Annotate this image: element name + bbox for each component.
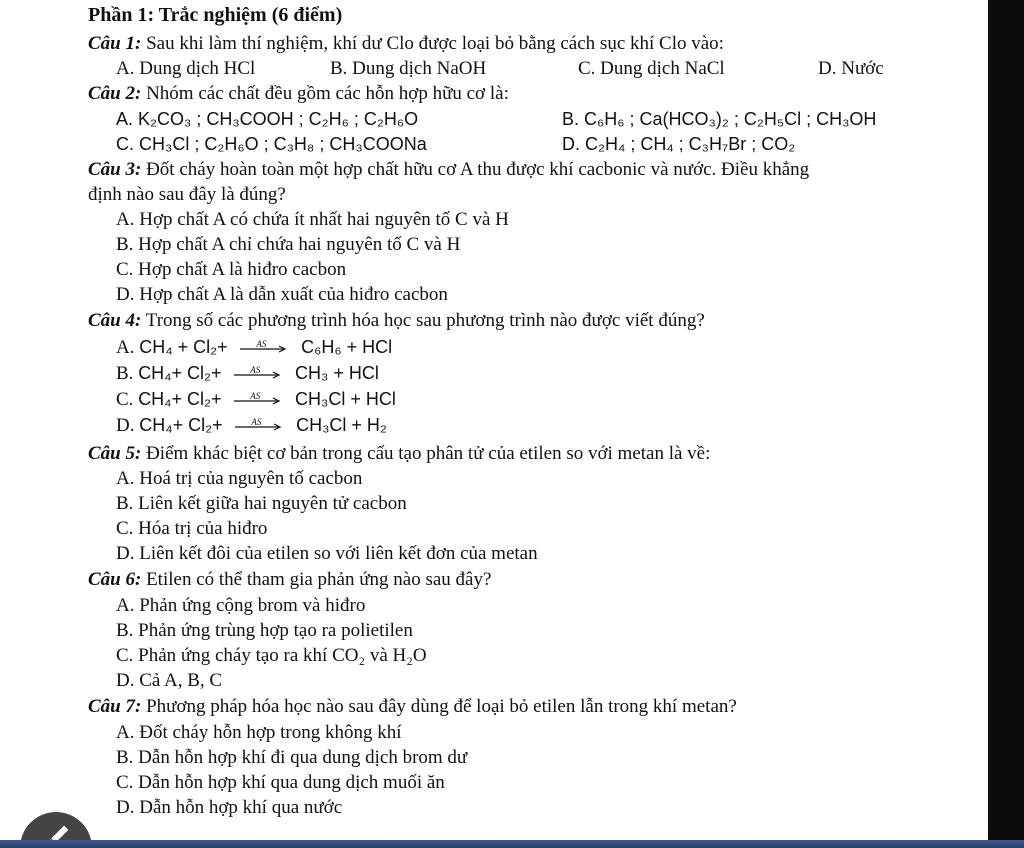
equation-products: CH₃ + HCl [295, 363, 379, 383]
option-4b[interactable] [116, 362, 379, 385]
option-4d[interactable] [116, 414, 387, 437]
option-4c[interactable] [116, 388, 396, 411]
reaction-arrow [240, 338, 288, 356]
option-7b[interactable]: B. Dẫn hỗn hợp khí đi qua dung dịch brom dư [116, 747, 468, 768]
question-label: Câu 7: [88, 696, 142, 717]
reaction-arrow [234, 390, 282, 408]
option-2d[interactable] [562, 133, 795, 156]
question-7 [88, 696, 737, 718]
question-label: Câu 3: [88, 159, 142, 180]
question-2 [88, 83, 509, 105]
equation-products: CH₃Cl + H₂ [296, 415, 387, 435]
option-text: A. K₂CO₃ ; CH₃COOH ; C₂H₆ ; C₂H₆O [116, 109, 419, 129]
option-text: B. C₆H₆ ; Ca(HCO₃)₂ ; C₂H₅Cl ; CH₃OH [562, 109, 877, 129]
question-label: Câu 4: [88, 310, 142, 331]
question-label: Câu 1: [88, 33, 142, 54]
bottom-bar [0, 840, 1024, 848]
option-1a[interactable]: A. Dung dịch HCl [116, 58, 256, 79]
arrow-condition: AS [250, 390, 261, 401]
question-6 [88, 569, 491, 591]
option-7c[interactable]: C. Dẫn hỗn hợp khí qua dung dịch muối ăn [116, 772, 445, 793]
arrow-icon [235, 423, 283, 431]
option-text: D. C₂H₄ ; CH₄ ; C₃H₇Br ; CO₂ [562, 134, 796, 154]
option-3c[interactable]: C. Hợp chất A là hiđro cacbon [116, 259, 347, 280]
right-frame [988, 0, 1024, 848]
pencil-icon [42, 822, 72, 842]
arrow-condition: AS [256, 338, 267, 349]
option-letter: D. [116, 415, 135, 436]
option-letter: A. [116, 337, 135, 358]
equation-reactants: CH₄+ Cl₂+ [138, 389, 222, 409]
equation-reactants: CH₄+ Cl₂+ [139, 415, 223, 435]
option-5c[interactable]: C. Hóa trị của hiđro [116, 518, 268, 539]
reaction-arrow [235, 416, 283, 434]
option-text: C. CH₃Cl ; C₂H₆O ; C₃H₈ ; CH₃COONa [116, 134, 427, 154]
equation-reactants: CH₄+ Cl₂+ [138, 363, 222, 383]
question-text: Trong số các phương trình hóa học sau phương trình nào được viết đúng? [145, 310, 705, 331]
option-letter: C. [116, 389, 134, 410]
equation-products: C₆H₆ + HCl [301, 337, 393, 357]
question-text-line1: Đốt cháy hoàn toàn một hợp chất hữu cơ A thu được khí cacbonic và nước. Điều khẳng [146, 159, 810, 180]
option-3a[interactable]: A. Hợp chất A có chứa ít nhất hai nguyên tố C và H [116, 209, 509, 230]
edit-button[interactable] [20, 812, 92, 842]
question-label: Câu 6: [88, 569, 142, 590]
arrow-condition: AS [251, 416, 262, 427]
option-7a[interactable]: A. Đốt cháy hỗn hợp trong không khí [116, 722, 402, 743]
option-5d[interactable]: D. Liên kết đôi của etilen so với liên kết đơn của metan [116, 543, 538, 564]
section-heading: Phần 1: Trắc nghiệm (6 điểm) [88, 4, 343, 26]
question-5 [88, 443, 710, 465]
option-letter: B. [116, 363, 134, 384]
option-1d[interactable]: D. Nước [818, 58, 884, 79]
question-3-cont: định nào sau đây là đúng? [88, 184, 286, 205]
question-3 [88, 159, 809, 181]
option-6c[interactable]: C. Phản ứng cháy tạo ra khí CO₂ và H₂O [116, 645, 427, 666]
question-label: Câu 2: [88, 83, 142, 104]
option-3b[interactable]: B. Hợp chất A chỉ chứa hai nguyên tố C và H [116, 234, 461, 255]
equation-reactants: CH₄ + Cl₂+ [139, 337, 228, 357]
arrow-icon [240, 345, 288, 353]
arrow-icon [234, 397, 282, 405]
option-5b[interactable]: B. Liên kết giữa hai nguyên tử cacbon [116, 493, 407, 514]
question-label: Câu 5: [88, 443, 142, 464]
arrow-icon [234, 371, 282, 379]
option-1c[interactable]: C. Dung dịch NaCl [578, 58, 725, 79]
question-4 [88, 310, 705, 332]
option-3d[interactable]: D. Hợp chất A là dẫn xuất của hiđro cacbon [116, 284, 448, 305]
arrow-condition: AS [250, 364, 261, 375]
option-1b[interactable]: B. Dung dịch NaOH [330, 58, 487, 79]
option-6d[interactable]: D. Cả A, B, C [116, 670, 223, 691]
question-text: Nhóm các chất đều gồm các hỗn hợp hữu cơ là: [146, 83, 509, 104]
question-text: Sau khi làm thí nghiệm, khí dư Clo được loại bỏ bằng cách sục khí Clo vào: [146, 33, 724, 54]
option-2c[interactable] [116, 133, 427, 156]
question-1 [88, 33, 724, 55]
option-6b[interactable]: B. Phản ứng trùng hợp tạo ra polietilen [116, 620, 413, 641]
equation-products: CH₃Cl + HCl [295, 389, 396, 409]
option-5a[interactable]: A. Hoá trị của nguyên tố cacbon [116, 468, 363, 489]
option-4a[interactable] [116, 336, 392, 359]
option-2b[interactable] [562, 108, 876, 131]
question-text: Phương pháp hóa học nào sau đây dùng để loại bỏ etilen lẫn trong khí metan? [146, 696, 737, 717]
option-2a[interactable] [116, 108, 418, 131]
option-7d[interactable]: D. Dẫn hỗn hợp khí qua nước [116, 797, 343, 818]
question-text: Điểm khác biệt cơ bản trong cấu tạo phân tử của etilen so với metan là về: [146, 443, 711, 464]
question-text: Etilen có thể tham gia phản ứng nào sau đây? [146, 569, 492, 590]
option-6a[interactable]: A. Phản ứng cộng brom và hiđro [116, 595, 366, 616]
reaction-arrow [234, 364, 282, 382]
